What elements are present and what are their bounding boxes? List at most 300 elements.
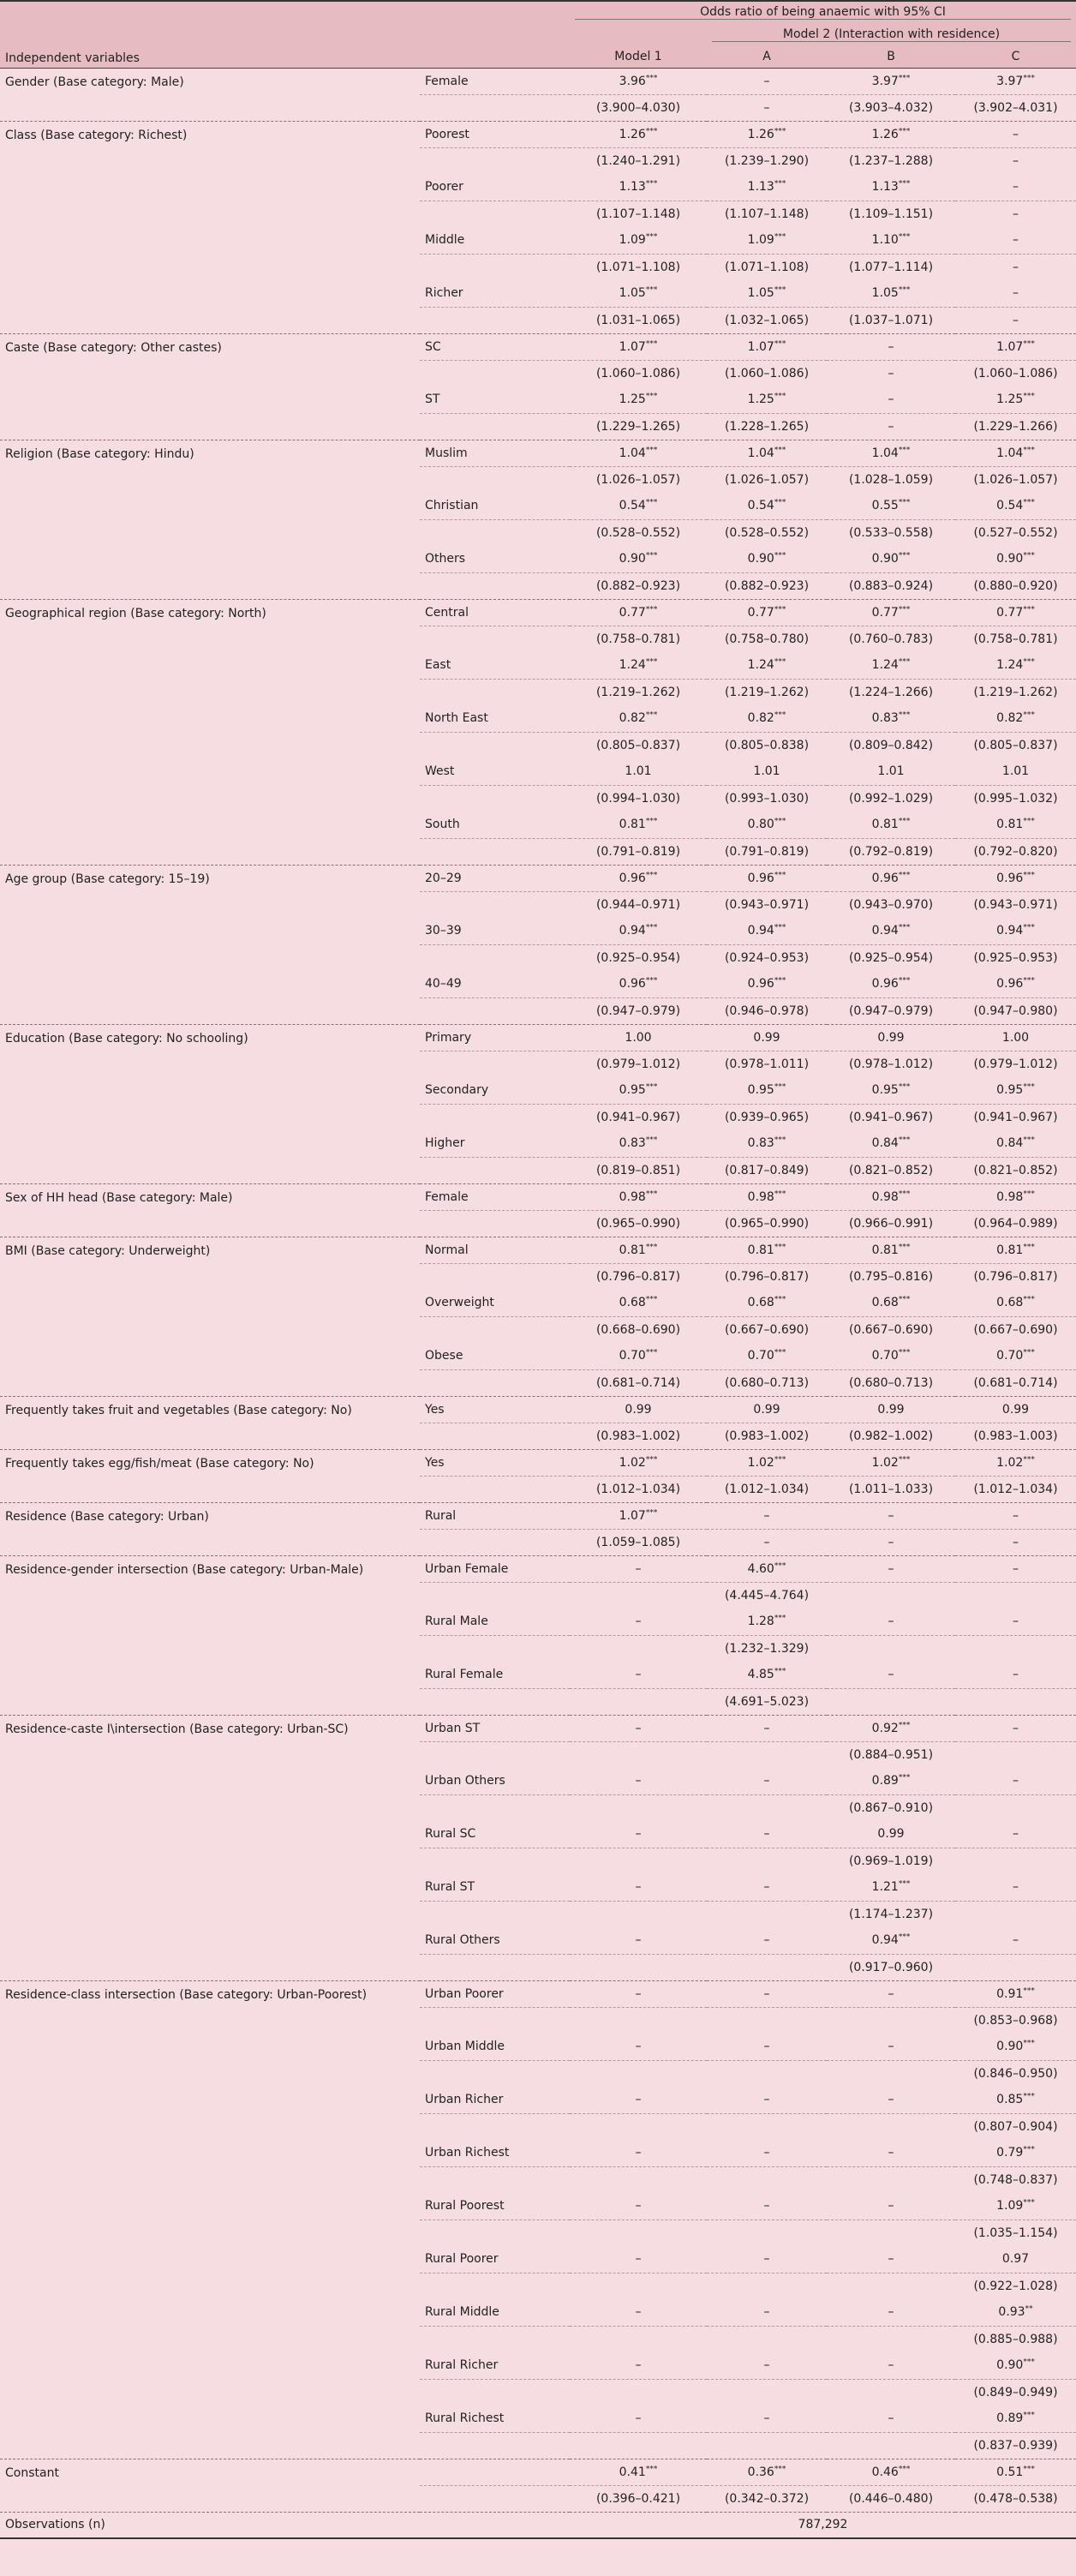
model2a-confidence-interval: (4.445–4.764) [707,1582,827,1609]
odds-value: 0.99 [753,1030,780,1045]
model1-confidence-interval [570,1848,707,1874]
model2c-odds-ratio [955,386,1076,413]
model1-odds-ratio [570,1980,707,2007]
significance-stars: *** [645,923,658,932]
model2c-odds-ratio [955,1980,1076,2007]
category-blank [420,1476,570,1502]
model2b-confidence-interval: (0.667–0.690) [827,1316,955,1343]
category-blank [420,201,570,227]
significance-stars: *** [645,1348,658,1357]
model2a-odds-ratio [707,174,827,201]
model1-odds-ratio [570,1768,707,1794]
model1-odds-ratio [570,2299,707,2326]
model2c-odds-ratio [955,1449,1076,1476]
odds-value: 1.01 [625,764,652,779]
model1-confidence-interval: (0.668–0.690) [570,1316,707,1343]
model2b-confidence-interval: (0.992–1.029) [827,785,955,812]
model2b-odds-ratio [827,1502,955,1529]
odds-value: – [635,1721,642,1735]
model2b-odds-ratio [827,2352,955,2379]
model2b-odds-ratio [827,2299,955,2326]
model2a-confidence-interval [707,2432,827,2459]
significance-stars: *** [898,1242,911,1251]
model1-odds-ratio [570,1449,707,1476]
model2b-confidence-interval [827,1688,955,1715]
model2a-odds-ratio [707,440,827,466]
model2a-confidence-interval [707,2166,827,2193]
model2c-odds-ratio [955,68,1076,94]
model2b-odds-ratio [827,971,955,997]
model1-odds-ratio [570,1024,707,1051]
model2b-odds-ratio [827,1237,955,1263]
model2c-odds-ratio [955,1130,1076,1157]
model1-odds-ratio [570,1874,707,1901]
category-blank [420,891,570,918]
odds-value: 0.81 [619,1243,646,1257]
model2c-confidence-interval: (0.943–0.971) [955,891,1076,918]
model2c-confidence-interval: (0.846–0.950) [955,2060,1076,2087]
model2b-confidence-interval: (1.237–1.288) [827,147,955,174]
model2b-confidence-interval: (0.883–0.924) [827,572,955,599]
model2b-odds-ratio [827,1715,955,1741]
odds-value: 0.90 [747,552,774,566]
observations-label: Observations (n) [0,2512,570,2538]
odds-value: 3.97 [996,74,1024,88]
significance-stars: *** [898,73,911,82]
category-blank [420,2273,570,2299]
variable-label: Frequently takes fruit and vegetables (Base category: No) [0,1396,420,1449]
category-blank [420,732,570,758]
model1-confidence-interval [570,1582,707,1609]
odds-value: 1.13 [619,180,646,195]
model2b-confidence-interval: (1.224–1.266) [827,679,955,705]
odds-value: 0.92 [871,1721,899,1735]
category-label: Urban Richest [425,2146,510,2160]
model2a-confidence-interval: (0.758–0.780) [707,626,827,652]
model2a-confidence-interval: (0.680–0.713) [707,1369,827,1396]
model2c-odds-ratio [955,2405,1076,2432]
model2c-odds-ratio [955,2034,1076,2060]
model1-confidence-interval [570,1688,707,1715]
model2a-odds-ratio [707,121,827,147]
model1-confidence-interval: (0.941–0.967) [570,1104,707,1130]
model2c-odds-ratio [955,333,1076,360]
model1-confidence-interval: (0.396–0.421) [570,2485,707,2512]
significance-stars: *** [645,817,658,826]
model2b-confidence-interval: (0.867–0.910) [827,1794,955,1821]
odds-value: – [635,1561,642,1576]
model2b-odds-ratio [827,1290,955,1316]
model2a-confidence-interval: (0.983–1.002) [707,1423,827,1449]
model1-odds-ratio [570,121,707,147]
category-blank [420,1316,570,1343]
significance-stars: *** [774,1295,786,1304]
significance-stars: *** [898,1773,911,1782]
significance-stars: *** [774,445,786,454]
model2a-confidence-interval: (0.805–0.838) [707,732,827,758]
table-row [0,333,1076,360]
model2a-odds-ratio [707,68,827,94]
model2c-confidence-interval: (0.947–0.980) [955,997,1076,1024]
model2b-confidence-interval [827,2166,955,2193]
significance-stars: *** [774,551,786,560]
category-label: 20–29 [420,865,570,891]
model2a-odds-ratio [707,1715,827,1741]
model2b-odds-ratio [827,546,955,572]
odds-value: – [888,392,894,407]
odds-value: 0.96 [747,871,774,885]
table-row [0,68,1076,94]
model2b-confidence-interval: (0.978–1.012) [827,1051,955,1077]
model2a-odds-ratio [707,280,827,307]
odds-value: 0.95 [871,1083,899,1098]
model2b-odds-ratio [827,2193,955,2220]
model2a-odds-ratio [707,918,827,944]
odds-value: – [1013,1721,1019,1735]
significance-stars: *** [1023,2092,1035,2101]
significance-stars: *** [898,1082,911,1092]
model1-confidence-interval: (0.965–0.990) [570,1210,707,1237]
model2c-confidence-interval [955,1901,1076,1927]
model2b-confidence-interval [827,1635,955,1662]
odds-value: – [888,1508,894,1523]
model2c-confidence-interval: – [955,1529,1076,1555]
category-label: Central [420,599,570,626]
table-row [0,1502,1076,1529]
model2a-confidence-interval: (1.012–1.034) [707,1476,827,1502]
model2a-confidence-interval: (0.817–0.849) [707,1157,827,1183]
category-label: West [425,764,455,779]
model2b-confidence-interval: (0.792–0.819) [827,838,955,865]
model2b-odds-ratio [827,865,955,891]
significance-stars: *** [898,604,911,614]
significance-stars: *** [645,1135,658,1145]
model2c-odds-ratio [955,227,1076,254]
model2c-confidence-interval [955,1741,1076,1768]
odds-value: 1.07 [996,339,1024,354]
category-label: Christian [425,499,479,513]
model1-confidence-interval: (1.071–1.108) [570,254,707,280]
odds-value: 1.05 [871,286,899,301]
significance-stars: *** [1023,1082,1035,1092]
model1-odds-ratio [570,68,707,94]
odds-value: 0.93 [998,2305,1025,2320]
model2c-odds-ratio [955,2459,1076,2485]
model2c-odds-ratio [955,1874,1076,1901]
model2c-confidence-interval: (0.667–0.690) [955,1316,1076,1343]
model1-confidence-interval: (0.758–0.781) [570,626,707,652]
odds-value: 1.25 [619,392,646,407]
model1-confidence-interval: (0.805–0.837) [570,732,707,758]
category-label: Rural ST [425,1880,475,1895]
model2c-confidence-interval: (0.925–0.953) [955,944,1076,971]
category-label: Yes [420,1396,570,1423]
model1-odds-ratio [570,652,707,679]
model1-confidence-interval [570,2113,707,2140]
odds-value: 0.68 [871,1296,899,1310]
model2a-confidence-interval: (0.342–0.372) [707,2485,827,2512]
odds-value: 0.96 [996,977,1024,991]
category-label: Rural [420,1502,570,1529]
model2b-odds-ratio [827,1662,955,1688]
significance-stars: *** [898,445,911,454]
model2a-odds-ratio [707,1821,827,1848]
category-blank [420,1369,570,1396]
odds-value: 1.09 [747,233,774,248]
odds-value: 0.99 [877,1402,905,1417]
category-label: Muslim [420,440,570,466]
variable-label: Constant [0,2459,420,2512]
model2a-confidence-interval: (4.691–5.023) [707,1688,827,1715]
odds-value: 0.54 [619,499,646,513]
model2b-odds-ratio [827,493,955,519]
odds-value: 0.90 [996,2040,1024,2054]
significance-stars: *** [645,1295,658,1304]
model2b-confidence-interval: (0.943–0.970) [827,891,955,918]
significance-stars: *** [645,870,658,879]
model2c-confidence-interval: – [955,147,1076,174]
odds-value: 0.96 [996,871,1024,885]
model2c-odds-ratio [955,1237,1076,1263]
category-label: Urban Middle [425,2040,505,2054]
odds-value: – [1013,180,1019,195]
header-blank-2 [0,23,570,45]
odds-value: 0.83 [871,711,899,726]
significance-stars: *** [645,232,658,242]
category-label: Urban Female [420,1555,570,1582]
model1-odds-ratio [570,1821,707,1848]
significance-stars: *** [774,1348,786,1357]
odds-value: – [635,2358,642,2373]
model1-confidence-interval [570,1635,707,1662]
odds-value: 1.13 [747,180,774,195]
model2b-odds-ratio [827,758,955,785]
significance-stars: *** [774,2464,786,2473]
model2b-odds-ratio [827,1609,955,1635]
model1-odds-ratio [570,440,707,466]
model2a-confidence-interval: (0.796–0.817) [707,1263,827,1290]
category-label: Higher [425,1136,465,1151]
category-blank [420,360,570,386]
model2b-confidence-interval [827,2273,955,2299]
significance-stars: *** [645,392,658,401]
odds-value: 0.90 [996,2358,1024,2373]
model2c-confidence-interval: (1.012–1.034) [955,1476,1076,1502]
model2c-confidence-interval: (0.853–0.968) [955,2007,1076,2034]
model1-odds-ratio [570,174,707,201]
model2c-confidence-interval [955,1954,1076,1980]
table-row [0,1980,1076,2007]
odds-value: 1.24 [871,658,899,673]
model1-confidence-interval: (0.791–0.819) [570,838,707,865]
model2b-confidence-interval [827,2220,955,2246]
model1-confidence-interval: (1.012–1.034) [570,1476,707,1502]
odds-value: 0.82 [996,711,1024,726]
model2c-odds-ratio [955,1715,1076,1741]
significance-stars: *** [774,870,786,879]
model2a-odds-ratio [707,2034,827,2060]
variable-label: Residence-caste I\intersection (Base category: Urban-SC) [0,1715,420,1980]
category-blank [420,679,570,705]
model2c-confidence-interval: (1.035–1.154) [955,2220,1076,2246]
odds-value: 0.99 [625,1402,652,1417]
significance-stars: *** [645,1507,658,1517]
odds-value: – [888,2358,894,2373]
category-label: Rural Richer [425,2358,499,2373]
significance-stars: *** [1023,976,1035,985]
significance-stars: *** [898,1135,911,1145]
category-label: Rural Middle [425,2305,499,2320]
odds-value: – [1013,1561,1019,1576]
odds-value: 0.77 [747,605,774,620]
model2a-header: A [707,45,827,68]
model1-odds-ratio [570,599,707,626]
variable-label: Sex of HH head (Base category: Male) [0,1183,420,1237]
odds-value: 0.98 [619,1189,646,1204]
model2b-confidence-interval: (0.760–0.783) [827,626,955,652]
model2a-odds-ratio [707,1396,827,1423]
variable-label: Education (Base category: No schooling) [0,1024,420,1183]
odds-value: – [763,1880,770,1895]
model1-odds-ratio [570,280,707,307]
significance-stars: *** [898,285,911,295]
model2c-confidence-interval: (0.880–0.920) [955,572,1076,599]
model2c-odds-ratio [955,1024,1076,1051]
odds-value: 0.81 [996,818,1024,832]
table-row [0,1555,1076,1582]
table-row [0,1396,1076,1423]
significance-stars: *** [774,179,786,189]
model2a-confidence-interval: (1.219–1.262) [707,679,827,705]
model2a-odds-ratio [707,1077,827,1104]
significance-stars: *** [774,126,786,135]
model2c-odds-ratio [955,812,1076,838]
model2b-header: B [827,45,955,68]
odds-value: 4.85 [747,1668,774,1682]
model1-confidence-interval [570,1954,707,1980]
model2b-confidence-interval: (3.903–4.032) [827,94,955,121]
model2a-confidence-interval: – [707,94,827,121]
odds-value: – [1013,286,1019,301]
variable-label: Class (Base category: Richest) [0,121,420,333]
odds-value: 0.77 [619,605,646,620]
odds-value: 0.94 [619,924,646,938]
significance-stars: *** [1023,1295,1035,1304]
model2c-odds-ratio [955,1077,1076,1104]
significance-stars: *** [774,923,786,932]
category-blank [420,1794,570,1821]
model2a-odds-ratio [707,493,827,519]
model2a-confidence-interval: (0.965–0.990) [707,1210,827,1237]
model2b-odds-ratio [827,121,955,147]
observations-value: 787,292 [570,2512,1076,2538]
observations-row [0,2512,1076,2538]
odds-value: 0.77 [996,605,1024,620]
table-row [0,1449,1076,1476]
category-blank [420,1848,570,1874]
odds-value: 0.51 [996,2465,1024,2479]
model2a-confidence-interval: (0.939–0.965) [707,1104,827,1130]
model2c-confidence-interval: (0.478–0.538) [955,2485,1076,2512]
model2b-confidence-interval: (1.109–1.151) [827,201,955,227]
model2b-confidence-interval: (1.037–1.071) [827,307,955,333]
category-blank [420,2113,570,2140]
model2a-odds-ratio [707,1609,827,1635]
model2c-confidence-interval: (0.792–0.820) [955,838,1076,865]
model2b-confidence-interval [827,2007,955,2034]
significance-stars: *** [898,1348,911,1357]
model1-confidence-interval [570,2166,707,2193]
category-label: Urban Poorer [420,1980,570,2007]
model2a-odds-ratio [707,2193,827,2220]
model1-odds-ratio [570,1343,707,1369]
significance-stars: *** [645,710,658,720]
category-label: South [425,818,460,832]
significance-stars: *** [1023,604,1035,614]
model2b-odds-ratio [827,1980,955,2007]
significance-stars: *** [1023,710,1035,720]
odds-value: – [635,2093,642,2107]
odds-value: 0.54 [747,499,774,513]
model2-title [707,23,1076,45]
model2c-odds-ratio [955,1821,1076,1848]
odds-value: – [635,1880,642,1895]
odds-value: 1.26 [747,127,774,141]
odds-value: – [763,2305,770,2320]
significance-stars: *** [774,338,786,348]
significance-stars: *** [645,2464,658,2473]
significance-stars: *** [898,1932,911,1942]
odds-value: 0.96 [871,871,899,885]
model2c-confidence-interval: (0.964–0.989) [955,1210,1076,1237]
significance-stars: *** [1023,923,1035,932]
category-blank [420,997,570,1024]
category-label: Poorest [420,121,570,147]
odds-value: – [763,1508,770,1523]
model2a-odds-ratio [707,2246,827,2273]
model2b-confidence-interval: (0.941–0.967) [827,1104,955,1130]
odds-value: 1.05 [619,286,646,301]
model2c-odds-ratio [955,918,1076,944]
model1-odds-ratio [570,493,707,519]
significance-stars: *** [1023,2039,1035,2048]
odds-value: – [635,1774,642,1788]
model2b-odds-ratio [827,1927,955,1954]
model1-confidence-interval [570,2326,707,2352]
odds-value: – [888,1561,894,1576]
significance-stars: *** [898,1295,911,1304]
model2c-odds-ratio [955,652,1076,679]
model1-confidence-interval [570,2007,707,2034]
significance-stars: *** [1023,338,1035,348]
category-blank [420,466,570,493]
category-blank [420,1741,570,1768]
model2c-odds-ratio [955,1396,1076,1423]
model2c-confidence-interval: (3.902–4.031) [955,94,1076,121]
model1-confidence-interval: (0.796–0.817) [570,1263,707,1290]
odds-value: 1.10 [871,233,899,248]
category-blank [420,1635,570,1662]
odds-value: 0.94 [871,924,899,938]
odds-value: – [1013,1827,1019,1842]
model1-confidence-interval [570,1794,707,1821]
odds-value: – [1013,127,1019,141]
significance-stars: *** [645,445,658,454]
odds-value: – [635,1614,642,1629]
category-label: Others [425,552,466,566]
odds-value: 0.99 [753,1402,780,1417]
model2a-odds-ratio [707,2299,827,2326]
